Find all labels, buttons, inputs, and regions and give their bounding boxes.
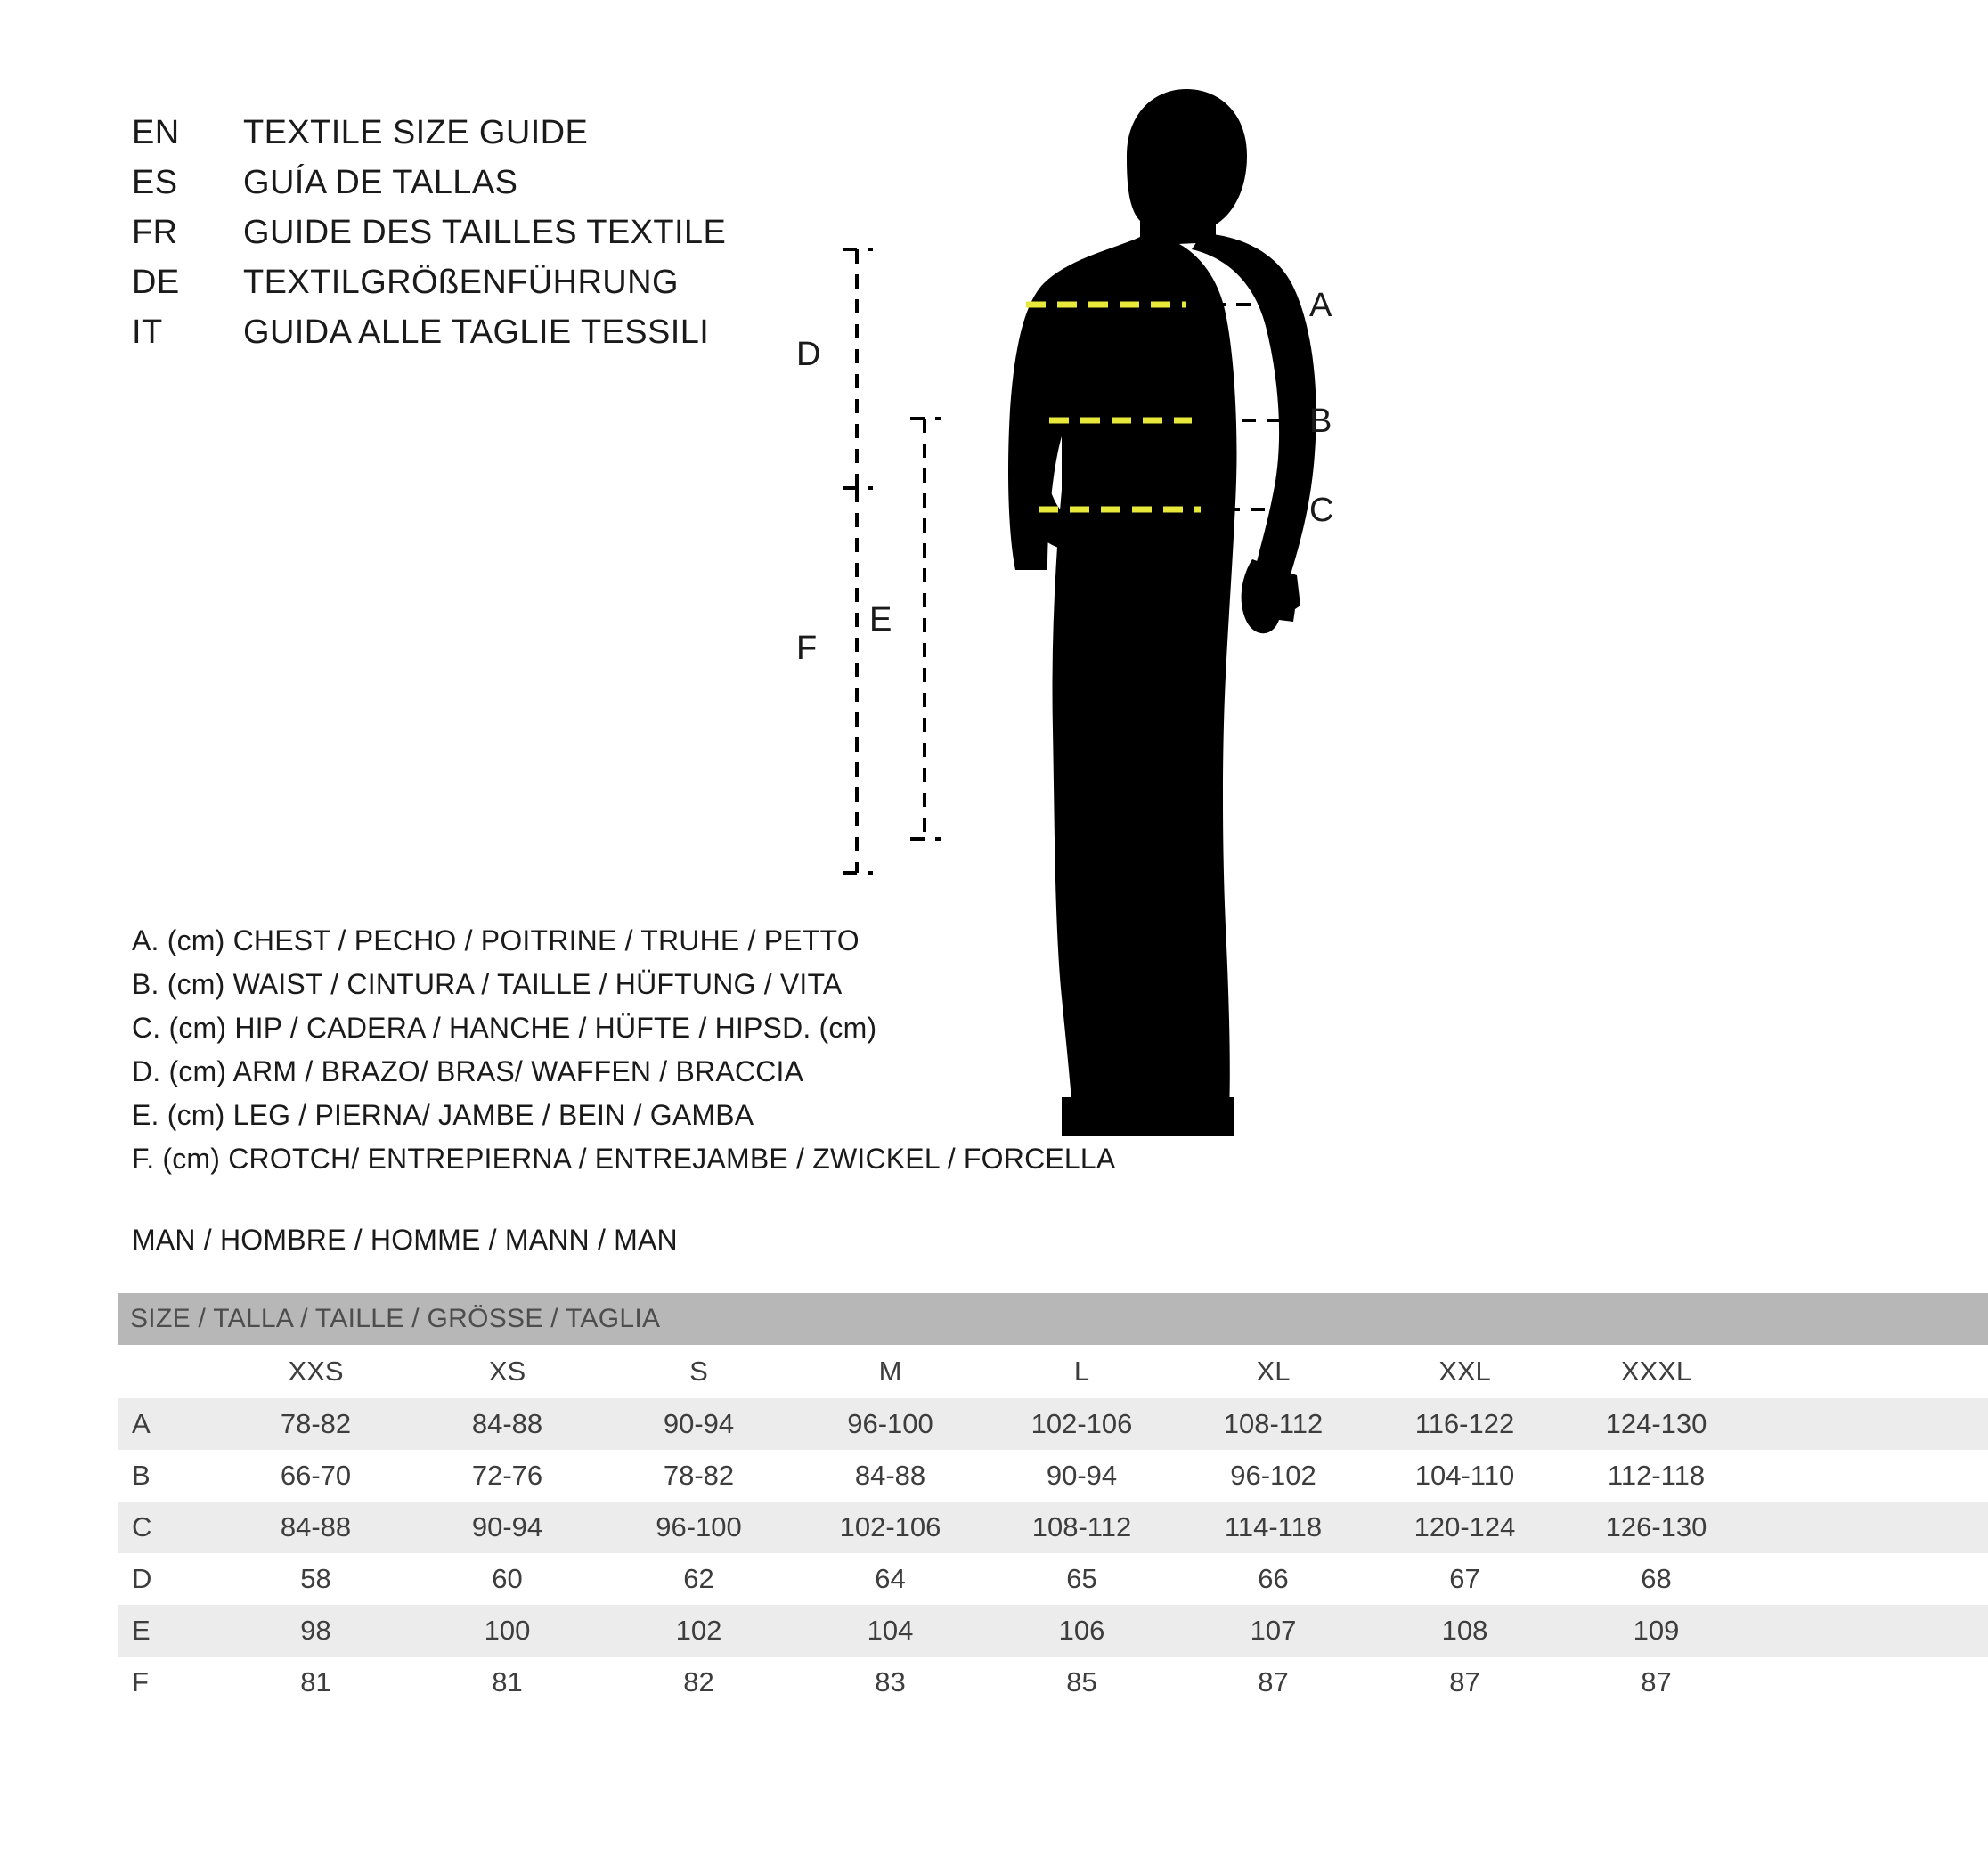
language-code: DE <box>132 264 180 301</box>
size-band-label: SIZE / TALLA / TAILLE / GRÖSSE / TAGLIA <box>118 1293 1988 1345</box>
size-header-s: S <box>603 1345 794 1398</box>
language-title: GUÍA DE TALLAS <box>243 164 518 201</box>
table-row <box>118 1605 1988 1657</box>
language-code: FR <box>132 214 178 251</box>
cell-f-m: 83 <box>794 1657 986 1708</box>
size-table <box>118 1293 1988 1708</box>
legend-item-c: C. (cm) HIP / CADERA / HANCHE / HÜFTE / HIPSD. (cm) <box>132 1012 877 1044</box>
cell-d-xs: 60 <box>411 1553 603 1605</box>
cell-a-s: 90-94 <box>603 1398 794 1450</box>
language-row <box>132 114 726 164</box>
cell-d-m: 64 <box>794 1553 986 1605</box>
cell-b-xl: 96-102 <box>1177 1450 1369 1502</box>
table-row <box>118 1398 1988 1450</box>
language-row <box>132 313 726 363</box>
body-measurement-diagram <box>796 71 1853 1184</box>
cell-f-pad <box>1752 1657 1988 1708</box>
dimension-label-e: E <box>869 601 892 639</box>
cell-d-xxxl: 68 <box>1560 1553 1752 1605</box>
size-header-xxs: XXS <box>220 1345 411 1398</box>
size-header-xxxl: XXXL <box>1560 1345 1752 1398</box>
cell-d-pad <box>1752 1553 1988 1605</box>
legend-item-a: A. (cm) CHEST / PECHO / POITRINE / TRUHE / PETTO <box>132 924 860 956</box>
cell-b-s: 78-82 <box>603 1450 794 1502</box>
gender-label: MAN / HOMBRE / HOMME / MANN / MAN <box>132 1224 678 1256</box>
cell-f-xxs: 81 <box>220 1657 411 1708</box>
row-label-d: D <box>118 1553 220 1605</box>
cell-b-pad <box>1752 1450 1988 1502</box>
cell-a-xs: 84-88 <box>411 1398 603 1450</box>
dimension-d <box>843 249 873 488</box>
language-title: TEXTILGRÖßENFÜHRUNG <box>243 264 679 301</box>
cell-b-xxs: 66-70 <box>220 1450 411 1502</box>
size-header-m: M <box>794 1345 986 1398</box>
language-title-list <box>132 114 726 363</box>
cell-f-xxxl: 87 <box>1560 1657 1752 1708</box>
dimension-e <box>910 419 941 839</box>
cell-e-m: 104 <box>794 1605 986 1657</box>
cell-a-xxxl: 124-130 <box>1560 1398 1752 1450</box>
size-header-l: L <box>986 1345 1177 1398</box>
size-table-container <box>118 1293 1739 1708</box>
cell-c-pad <box>1752 1502 1988 1553</box>
table-row <box>118 1657 1988 1708</box>
cell-d-s: 62 <box>603 1553 794 1605</box>
size-header-xl: XL <box>1177 1345 1369 1398</box>
row-label-c: C <box>118 1502 220 1553</box>
cell-c-xxxl: 126-130 <box>1560 1502 1752 1553</box>
cell-e-xxxl: 109 <box>1560 1605 1752 1657</box>
cell-b-l: 90-94 <box>986 1450 1177 1502</box>
row-label-a: A <box>118 1398 220 1450</box>
cell-c-s: 96-100 <box>603 1502 794 1553</box>
cell-b-m: 84-88 <box>794 1450 986 1502</box>
cell-a-l: 102-106 <box>986 1398 1177 1450</box>
legend-item-f: F. (cm) CROTCH/ ENTREPIERNA / ENTREJAMBE / ZWICKEL / FORCELLA <box>132 1143 1116 1175</box>
cell-c-xs: 90-94 <box>411 1502 603 1553</box>
table-row <box>118 1553 1988 1605</box>
cell-e-pad <box>1752 1605 1988 1657</box>
cell-b-xs: 72-76 <box>411 1450 603 1502</box>
cell-e-xs: 100 <box>411 1605 603 1657</box>
cell-c-xl: 114-118 <box>1177 1502 1369 1553</box>
language-code: IT <box>132 313 163 351</box>
cell-a-xxs: 78-82 <box>220 1398 411 1450</box>
callout-label-a: A <box>1309 287 1332 324</box>
cell-f-l: 85 <box>986 1657 1177 1708</box>
cell-c-m: 102-106 <box>794 1502 986 1553</box>
cell-e-s: 102 <box>603 1605 794 1657</box>
language-title: GUIDE DES TAILLES TEXTILE <box>243 214 727 251</box>
size-header-xs: XS <box>411 1345 603 1398</box>
cell-e-xl: 107 <box>1177 1605 1369 1657</box>
man-silhouette <box>1008 89 1316 1136</box>
cell-e-xxs: 98 <box>220 1605 411 1657</box>
language-code: EN <box>132 114 180 151</box>
table-row <box>118 1502 1988 1553</box>
callout-label-c: C <box>1309 492 1334 529</box>
language-title: TEXTILE SIZE GUIDE <box>243 114 589 151</box>
language-row <box>132 214 726 264</box>
cell-f-xs: 81 <box>411 1657 603 1708</box>
cell-b-xxl: 104-110 <box>1369 1450 1560 1502</box>
table-size-header-row <box>118 1345 1988 1398</box>
size-header-pad <box>1752 1345 1988 1398</box>
cell-a-xl: 108-112 <box>1177 1398 1369 1450</box>
cell-b-xxxl: 112-118 <box>1560 1450 1752 1502</box>
dimension-label-f: F <box>796 630 818 667</box>
size-header-xxl: XXL <box>1369 1345 1560 1398</box>
cell-d-xxs: 58 <box>220 1553 411 1605</box>
cell-c-xxl: 120-124 <box>1369 1502 1560 1553</box>
cell-c-xxs: 84-88 <box>220 1502 411 1553</box>
row-label-f: F <box>118 1657 220 1708</box>
language-row <box>132 164 726 214</box>
language-title: GUIDA ALLE TAGLIE TESSILI <box>243 313 710 351</box>
table-header-band <box>118 1293 1988 1345</box>
cell-c-l: 108-112 <box>986 1502 1177 1553</box>
table-row <box>118 1450 1988 1502</box>
cell-a-pad <box>1752 1398 1988 1450</box>
cell-e-xxl: 108 <box>1369 1605 1560 1657</box>
cell-f-xl: 87 <box>1177 1657 1369 1708</box>
cell-f-xxl: 87 <box>1369 1657 1560 1708</box>
dimension-label-d: D <box>796 336 821 373</box>
legend-item-e: E. (cm) LEG / PIERNA/ JAMBE / BEIN / GAMBA <box>132 1099 754 1131</box>
cell-d-xl: 66 <box>1177 1553 1369 1605</box>
empty-corner-cell <box>118 1345 220 1398</box>
cell-a-m: 96-100 <box>794 1398 986 1450</box>
cell-e-l: 106 <box>986 1605 1177 1657</box>
language-row <box>132 264 726 313</box>
cell-d-xxl: 67 <box>1369 1553 1560 1605</box>
row-label-b: B <box>118 1450 220 1502</box>
cell-a-xxl: 116-122 <box>1369 1398 1560 1450</box>
legend-item-d: D. (cm) ARM / BRAZO/ BRAS/ WAFFEN / BRACCIA <box>132 1055 804 1087</box>
row-label-e: E <box>118 1605 220 1657</box>
cell-d-l: 65 <box>986 1553 1177 1605</box>
cell-f-s: 82 <box>603 1657 794 1708</box>
language-code: ES <box>132 164 178 201</box>
dimension-f <box>843 488 873 873</box>
callout-label-b: B <box>1309 403 1332 440</box>
legend-item-b: B. (cm) WAIST / CINTURA / TAILLE / HÜFTUNG / VITA <box>132 968 843 1000</box>
